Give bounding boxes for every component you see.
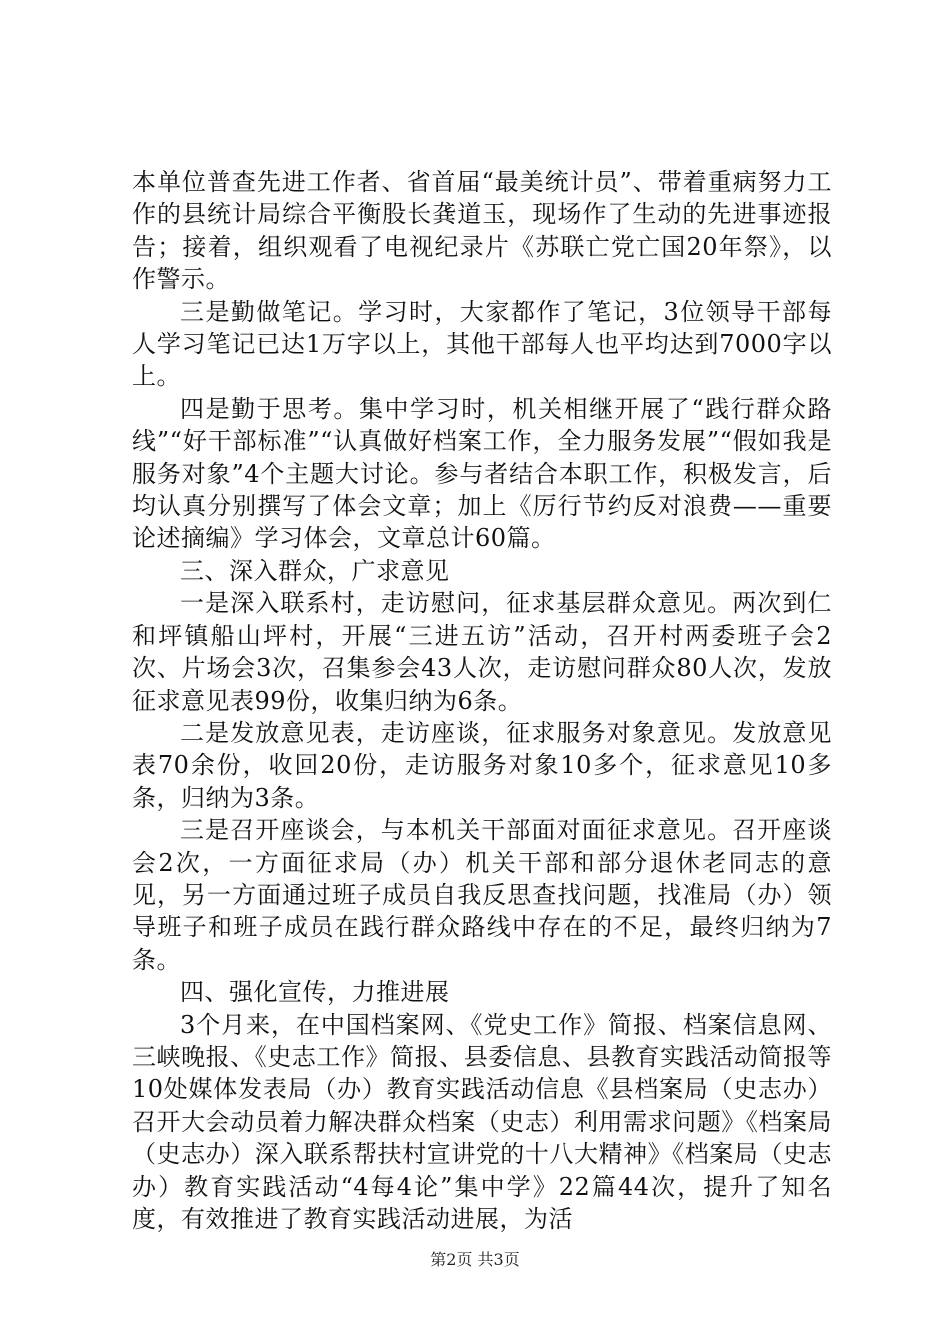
section-heading-3: 三、深入群众，广求意见 xyxy=(180,556,450,585)
document-body xyxy=(132,166,832,1235)
paragraph-2: 三是勤做笔记。学习时，大家都作了笔记，3位领导干部每人学习笔记已达1万字以上，其他干部每人也平均达到7000字以上。 xyxy=(132,297,832,391)
paragraph-1: 本单位普查先进工作者、省首届“最美统计员”、带着重病努力工作的县统计局综合平衡股长龚道玉，现场作了生动的先进事迹报告；接着，组织观看了电视纪录片《苏联亡党亡国20年祭》，以作警示。 xyxy=(132,168,832,294)
paragraph-5: 一是深入联系村，走访慰问，征求基层群众意见。两次到仁和坪镇船山坪村，开展“三进五访”活动，召开村两委班子会2次、片场会3次，召集参会43人次，走访慰问群众80人次，发放征求意见表99份，收集归纳为6条。 xyxy=(132,589,832,715)
paragraph-7: 三是召开座谈会，与本机关干部面对面征求意见。召开座谈会2次，一方面征求局（办）机关干部和部分退休老同志的意见，另一方面通过班子成员自我反思查找问题，找准局（办）领导班子和班子成员在践行群众路线中存在的不足，最终归纳为7条。 xyxy=(132,816,832,974)
paragraph-6: 二是发放意见表，走访座谈，征求服务对象意见。发放意见表70余份，收回20份，走访服务对象10多个，征求意见10多条，归纳为3条。 xyxy=(132,718,832,812)
paragraph-3: 四是勤于思考。集中学习时，机关相继开展了“践行群众路线”“好干部标准”“认真做好档案工作，全力服务发展”“假如我是服务对象”4个主题大讨论。参与者结合本职工作，积极发言，后均认真分别撰写了体会文章；加上《厉行节约反对浪费——重要论述摘编》学习体会，文章总计60篇。 xyxy=(132,394,832,553)
paragraph-9: 3个月来，在中国档案网、《党史工作》简报、档案信息网、三峡晚报、《史志工作》简报、县委信息、县教育实践活动简报等10处媒体发表局（办）教育实践活动信息《县档案局（史志办）召开大会动员着力解决群众档案（史志）利用需求问题》《档案局（史志办）深入联系帮扶村宣讲党的十八大精神》《档案局（史志办）教育实践活动“4每4论”集中学》22篇44次，提升了知名度，有效推进了教育实践活动进展，为活 xyxy=(132,1010,832,1233)
page-number-label: 第2页 共3页 xyxy=(430,1250,520,1269)
section-heading-4: 四、强化宣传，力推进展 xyxy=(180,978,450,1007)
page-footer xyxy=(0,1250,950,1270)
